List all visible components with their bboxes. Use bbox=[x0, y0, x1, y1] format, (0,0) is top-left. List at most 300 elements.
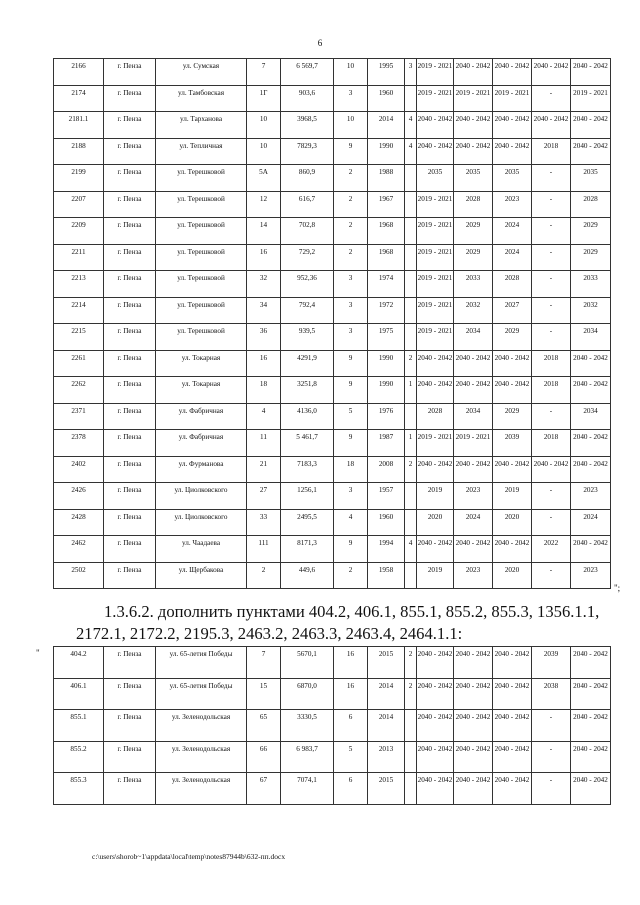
cell-text: 1967 bbox=[378, 194, 394, 203]
cell-text: 2018 bbox=[543, 380, 559, 388]
cell-text: 66 bbox=[259, 744, 268, 753]
table-cell bbox=[247, 244, 281, 271]
cell-text: ул. Тарханова bbox=[179, 115, 223, 123]
table-cell bbox=[454, 244, 493, 271]
cell-text: 2029 bbox=[583, 221, 598, 229]
cell-text: 1975 bbox=[378, 327, 394, 335]
table-cell bbox=[454, 562, 493, 589]
table-cell bbox=[104, 509, 156, 536]
cell-text: 2040 - 2042 bbox=[573, 141, 608, 150]
cell-text: 2040 - 2042 bbox=[417, 539, 453, 547]
amendment-line-1: 1.3.6.2. дополнить пунктами 404.2, 406.1, 855.1, 855.2, 855.3, 1356.1.1, bbox=[104, 602, 600, 621]
table-row bbox=[54, 741, 611, 773]
table-cell bbox=[417, 165, 454, 192]
table-cell bbox=[104, 678, 156, 710]
cell-text: 2462 bbox=[71, 539, 86, 547]
table-cell bbox=[405, 165, 417, 192]
table-cell bbox=[281, 430, 334, 457]
table-cell bbox=[104, 244, 156, 271]
table-cell bbox=[54, 85, 104, 112]
cell-text: 2199 bbox=[71, 168, 86, 176]
table-row bbox=[54, 350, 611, 377]
cell-text: 2040 - 2042 bbox=[494, 353, 530, 362]
table-cell bbox=[368, 678, 405, 710]
table-cell bbox=[368, 297, 405, 324]
table-cell bbox=[247, 741, 281, 773]
cell-text: 2014 bbox=[378, 681, 394, 690]
cell-text: 2211 bbox=[71, 247, 86, 256]
table-cell bbox=[247, 710, 281, 742]
table-row bbox=[54, 297, 611, 324]
table-cell bbox=[454, 59, 493, 86]
cell-text: 2034 bbox=[465, 327, 481, 335]
cell-text: 2019 bbox=[504, 486, 520, 494]
table-cell bbox=[281, 741, 334, 773]
table-cell bbox=[156, 244, 247, 271]
table-cell bbox=[54, 324, 104, 351]
table-cell bbox=[281, 509, 334, 536]
table-row bbox=[54, 403, 611, 430]
table-cell bbox=[532, 483, 571, 510]
cell-text: 855.3 bbox=[70, 776, 87, 784]
cell-text: ул. Терешковой bbox=[177, 300, 225, 309]
table-cell bbox=[405, 244, 417, 271]
cell-text: 2014 bbox=[378, 115, 394, 123]
table-cell bbox=[405, 430, 417, 457]
table-cell bbox=[281, 218, 334, 245]
table-cell bbox=[417, 456, 454, 483]
cell-text: 9 bbox=[348, 433, 353, 441]
cell-text: 10 bbox=[259, 141, 268, 150]
cell-text: 33 bbox=[259, 512, 268, 521]
cell-text: 2040 - 2042 bbox=[573, 380, 608, 388]
cell-text: 2039 bbox=[504, 433, 520, 441]
cell-text: г. Пенза bbox=[117, 221, 142, 229]
cell-text: 2008 bbox=[378, 459, 394, 468]
table-cell bbox=[104, 297, 156, 324]
cell-text: 4 bbox=[348, 512, 353, 521]
table-cell bbox=[368, 59, 405, 86]
cell-text: 2040 - 2042 bbox=[573, 539, 608, 547]
cell-text: 2 bbox=[348, 168, 353, 176]
cell-text: 4136,0 bbox=[297, 406, 317, 415]
table-cell bbox=[156, 710, 247, 742]
table-cell bbox=[247, 403, 281, 430]
table-cell bbox=[247, 483, 281, 510]
cell-text: 2 bbox=[408, 353, 413, 362]
table-cell bbox=[281, 297, 334, 324]
cell-text: 2040 - 2042 bbox=[533, 115, 569, 123]
table-cell bbox=[417, 112, 454, 139]
table-cell bbox=[156, 741, 247, 773]
table-cell bbox=[156, 483, 247, 510]
table-cell bbox=[368, 773, 405, 805]
cell-text: 36 bbox=[259, 327, 268, 335]
cell-text: 2029 bbox=[465, 221, 481, 229]
table-cell bbox=[281, 350, 334, 377]
table-cell bbox=[156, 647, 247, 679]
cell-text: 1 bbox=[408, 433, 413, 441]
cell-text bbox=[405, 192, 416, 195]
table-cell bbox=[156, 218, 247, 245]
table-cell bbox=[156, 271, 247, 298]
table-cell bbox=[405, 773, 417, 805]
cell-text: 2034 bbox=[465, 406, 481, 415]
table-cell bbox=[532, 165, 571, 192]
cell-text: 2 bbox=[261, 565, 266, 574]
table-cell bbox=[334, 741, 368, 773]
table-cell bbox=[405, 678, 417, 710]
cell-text: 2018 bbox=[543, 353, 559, 362]
table-cell bbox=[493, 297, 532, 324]
cell-text bbox=[405, 404, 416, 407]
cell-text: 2018 bbox=[543, 141, 559, 150]
table-cell bbox=[156, 773, 247, 805]
table-cell bbox=[571, 244, 611, 271]
cell-text: г. Пенза bbox=[117, 433, 142, 441]
cell-text: 111 bbox=[258, 539, 269, 547]
cell-text: г. Пенза bbox=[117, 650, 142, 658]
table-cell bbox=[405, 191, 417, 218]
cell-text: 2040 - 2042 bbox=[573, 115, 608, 123]
table-cell bbox=[334, 218, 368, 245]
cell-text: 3 bbox=[348, 274, 353, 282]
cell-text: 2174 bbox=[71, 88, 86, 97]
table-cell bbox=[532, 138, 571, 165]
table-cell bbox=[571, 483, 611, 510]
cell-text: - bbox=[549, 221, 553, 229]
table-cell bbox=[54, 456, 104, 483]
table-cell bbox=[54, 165, 104, 192]
cell-text: 2378 bbox=[71, 433, 86, 441]
cell-text: 2019 - 2021 bbox=[455, 88, 491, 97]
table-cell bbox=[571, 297, 611, 324]
table-row bbox=[54, 647, 611, 679]
table-cell bbox=[156, 377, 247, 404]
table-cell bbox=[104, 324, 156, 351]
cell-text: 2040 - 2042 bbox=[573, 681, 608, 690]
cell-text: г. Пенза bbox=[117, 115, 142, 123]
table-cell bbox=[532, 536, 571, 563]
table-row bbox=[54, 536, 611, 563]
cell-text: 2020 bbox=[504, 512, 520, 521]
cell-text: ул. Чаадаева bbox=[181, 539, 221, 547]
cell-text: 1974 bbox=[378, 274, 394, 282]
cell-text: ул. Циолковского bbox=[174, 512, 228, 521]
cell-text: 6 bbox=[348, 713, 353, 721]
table-cell bbox=[493, 710, 532, 742]
cell-text: г. Пенза bbox=[117, 327, 142, 335]
cell-text: 2040 - 2042 bbox=[455, 353, 491, 362]
table-cell bbox=[532, 710, 571, 742]
cell-text: 2426 bbox=[71, 486, 86, 494]
cell-text: 3 bbox=[348, 327, 353, 335]
table-cell bbox=[493, 483, 532, 510]
cell-text: 404.2 bbox=[70, 650, 87, 658]
table-cell bbox=[571, 562, 611, 589]
table-cell bbox=[54, 678, 104, 710]
table-cell bbox=[334, 112, 368, 139]
cell-text: 1968 bbox=[378, 247, 394, 256]
cell-text: 2262 bbox=[71, 380, 86, 388]
cell-text: 449,6 bbox=[298, 565, 316, 574]
amendment-paragraph bbox=[76, 601, 616, 645]
cell-text: 2019 - 2021 bbox=[417, 221, 453, 229]
table-cell bbox=[368, 483, 405, 510]
table-cell bbox=[454, 678, 493, 710]
cell-text: ул. Терешковой bbox=[177, 168, 225, 176]
table-cell bbox=[417, 324, 454, 351]
cell-text: г. Пенза bbox=[117, 353, 142, 362]
cell-text: 2035 bbox=[465, 168, 481, 176]
table-cell bbox=[454, 218, 493, 245]
cell-text bbox=[405, 271, 416, 274]
cell-text: 2502 bbox=[71, 565, 86, 574]
cell-text: 3251,8 bbox=[297, 380, 317, 388]
table-cell bbox=[493, 271, 532, 298]
cell-text: 2 bbox=[348, 221, 353, 229]
cell-text: 4291,9 bbox=[297, 353, 317, 362]
table-cell bbox=[532, 678, 571, 710]
cell-text: 9 bbox=[348, 539, 353, 547]
cell-text: 2035 bbox=[427, 168, 443, 176]
cell-text: 1Г bbox=[259, 88, 268, 97]
table-cell bbox=[281, 244, 334, 271]
cell-text: г. Пенза bbox=[117, 539, 142, 547]
cell-text: 2040 - 2042 bbox=[455, 459, 491, 468]
cell-text: 2029 bbox=[504, 327, 520, 335]
table-cell bbox=[104, 773, 156, 805]
cell-text: 2019 - 2021 bbox=[417, 274, 453, 282]
cell-text: 2028 bbox=[427, 406, 443, 415]
table-cell bbox=[532, 377, 571, 404]
cell-text: 855.1 bbox=[70, 713, 87, 721]
cell-text: 2019 - 2021 bbox=[417, 300, 453, 309]
cell-text: 1 bbox=[408, 380, 413, 388]
table-cell bbox=[368, 271, 405, 298]
cell-text: ул. Терешковой bbox=[177, 327, 225, 335]
cell-text: 3968,5 bbox=[297, 115, 317, 123]
table-cell bbox=[334, 59, 368, 86]
cell-text: 21 bbox=[259, 459, 268, 468]
table-row bbox=[54, 377, 611, 404]
cell-text: 2027 bbox=[504, 300, 520, 309]
table-cell bbox=[54, 218, 104, 245]
table-cell bbox=[104, 191, 156, 218]
table-row bbox=[54, 85, 611, 112]
table-cell bbox=[493, 403, 532, 430]
table-cell bbox=[493, 741, 532, 773]
table-cell bbox=[532, 509, 571, 536]
table-cell bbox=[54, 138, 104, 165]
cell-text: 10 bbox=[259, 115, 268, 123]
cell-text: 1972 bbox=[378, 300, 394, 309]
table-cell bbox=[493, 536, 532, 563]
cell-text: г. Пенза bbox=[117, 744, 142, 753]
cell-text: 2028 bbox=[465, 194, 481, 203]
table-cell bbox=[104, 536, 156, 563]
table-cell bbox=[334, 678, 368, 710]
cell-text: 4 bbox=[408, 115, 413, 123]
table-cell bbox=[405, 138, 417, 165]
cell-text: 10 bbox=[346, 62, 355, 70]
cell-text: 2040 - 2042 bbox=[494, 539, 530, 547]
table-cell bbox=[368, 509, 405, 536]
table-cell bbox=[454, 138, 493, 165]
table-cell bbox=[571, 710, 611, 742]
table-cell bbox=[417, 509, 454, 536]
cell-text: 2 bbox=[408, 650, 413, 658]
cell-text: 2033 bbox=[583, 274, 598, 282]
table-cell bbox=[532, 297, 571, 324]
table-cell bbox=[368, 112, 405, 139]
table-cell bbox=[104, 350, 156, 377]
cell-text: г. Пенза bbox=[117, 459, 142, 468]
cell-text: - bbox=[549, 512, 553, 521]
table-cell bbox=[156, 191, 247, 218]
cell-text: 952,36 bbox=[297, 274, 317, 282]
table-cell bbox=[454, 456, 493, 483]
cell-text: ул. Фабричная bbox=[178, 433, 224, 441]
cell-text: 7 bbox=[261, 62, 266, 70]
table-cell bbox=[532, 85, 571, 112]
table-cell bbox=[54, 112, 104, 139]
table-cell bbox=[405, 710, 417, 742]
cell-text: ул. Терешковой bbox=[177, 221, 225, 229]
cell-text: ул. Терешковой bbox=[177, 247, 225, 256]
cell-text: 6 bbox=[348, 776, 353, 784]
cell-text: ул. Циолковского bbox=[174, 486, 228, 494]
table-cell bbox=[156, 562, 247, 589]
cell-text: 27 bbox=[259, 486, 268, 494]
cell-text: 1256,1 bbox=[297, 486, 317, 494]
cell-text: 1957 bbox=[378, 486, 394, 494]
table-row bbox=[54, 773, 611, 805]
cell-text: 2018 bbox=[543, 433, 559, 441]
cell-text: 2402 bbox=[71, 459, 86, 468]
table-cell bbox=[247, 536, 281, 563]
cell-text: 2040 - 2042 bbox=[417, 776, 453, 784]
cell-text: 1995 bbox=[378, 62, 394, 70]
cell-text: 16 bbox=[346, 681, 355, 690]
cell-text: 2032 bbox=[465, 300, 481, 309]
table-cell bbox=[532, 350, 571, 377]
table-row bbox=[54, 324, 611, 351]
cell-text: 2019 - 2021 bbox=[455, 433, 491, 441]
cell-text: 6 569,7 bbox=[296, 62, 318, 70]
table-cell bbox=[54, 59, 104, 86]
cell-text: г. Пенза bbox=[117, 486, 142, 494]
table-cell bbox=[54, 191, 104, 218]
cell-text: 2019 - 2021 bbox=[417, 88, 453, 97]
cell-text: ул. Тепличная bbox=[179, 141, 223, 150]
table-cell bbox=[417, 710, 454, 742]
table-row bbox=[54, 456, 611, 483]
table-cell bbox=[156, 324, 247, 351]
cell-text: 2040 - 2042 bbox=[533, 62, 569, 70]
table-cell bbox=[247, 509, 281, 536]
table-cell bbox=[247, 218, 281, 245]
table-cell bbox=[405, 377, 417, 404]
cell-text: 2040 - 2042 bbox=[417, 459, 453, 468]
table-cell bbox=[405, 85, 417, 112]
table-cell bbox=[281, 456, 334, 483]
added-items-table bbox=[53, 646, 611, 805]
table-cell bbox=[54, 297, 104, 324]
table-cell bbox=[405, 741, 417, 773]
closing-quote: "; bbox=[614, 583, 621, 593]
cell-text: 16 bbox=[259, 353, 268, 362]
table-cell bbox=[532, 741, 571, 773]
table-cell bbox=[405, 271, 417, 298]
cell-text: - bbox=[549, 486, 553, 494]
cell-text: 2029 bbox=[583, 247, 598, 256]
table-cell bbox=[417, 59, 454, 86]
cell-text: 2034 bbox=[583, 327, 598, 335]
table-cell bbox=[104, 85, 156, 112]
table-row bbox=[54, 218, 611, 245]
table-cell bbox=[493, 509, 532, 536]
cell-text: 616,7 bbox=[298, 194, 316, 203]
cell-text: 5 461,7 bbox=[296, 433, 318, 441]
cell-text: 15 bbox=[259, 681, 268, 690]
cell-text: 2040 - 2042 bbox=[455, 115, 491, 123]
table-cell bbox=[334, 165, 368, 192]
cell-text: 7074,1 bbox=[297, 776, 317, 784]
table-cell bbox=[417, 773, 454, 805]
table-cell bbox=[493, 647, 532, 679]
cell-text: - bbox=[549, 744, 553, 753]
table-cell bbox=[405, 562, 417, 589]
table-cell bbox=[532, 647, 571, 679]
cell-text: 860,9 bbox=[298, 168, 316, 176]
cell-text: 3 bbox=[408, 62, 413, 70]
cell-text: 2019 - 2021 bbox=[573, 88, 608, 97]
table-cell bbox=[417, 377, 454, 404]
cell-text: 2023 bbox=[465, 565, 481, 574]
table-row bbox=[54, 244, 611, 271]
table-cell bbox=[405, 483, 417, 510]
table-cell bbox=[405, 403, 417, 430]
cell-text: 7183,3 bbox=[297, 459, 317, 468]
cell-text: 2015 bbox=[378, 776, 394, 784]
table-cell bbox=[54, 403, 104, 430]
table-cell bbox=[493, 191, 532, 218]
table-cell bbox=[54, 350, 104, 377]
cell-text: 9 bbox=[348, 141, 353, 150]
table-cell bbox=[454, 773, 493, 805]
table-cell bbox=[571, 271, 611, 298]
table-cell bbox=[281, 377, 334, 404]
table-cell bbox=[281, 647, 334, 679]
cell-text: - bbox=[549, 300, 553, 309]
cell-text: 2 bbox=[348, 247, 353, 256]
cell-text: ул. Тамбовская bbox=[177, 88, 225, 97]
cell-text: 406.1 bbox=[70, 681, 87, 690]
table-cell bbox=[417, 271, 454, 298]
table-cell bbox=[493, 218, 532, 245]
table-cell bbox=[532, 430, 571, 457]
table-cell bbox=[532, 191, 571, 218]
cell-text: 2022 bbox=[543, 539, 559, 547]
table-cell bbox=[454, 271, 493, 298]
cell-text: 2028 bbox=[504, 274, 520, 282]
cell-text: - bbox=[549, 168, 553, 176]
table-cell bbox=[417, 350, 454, 377]
cell-text: 855.2 bbox=[70, 744, 87, 753]
table-cell bbox=[247, 430, 281, 457]
cell-text: 2040 - 2042 bbox=[455, 776, 491, 784]
